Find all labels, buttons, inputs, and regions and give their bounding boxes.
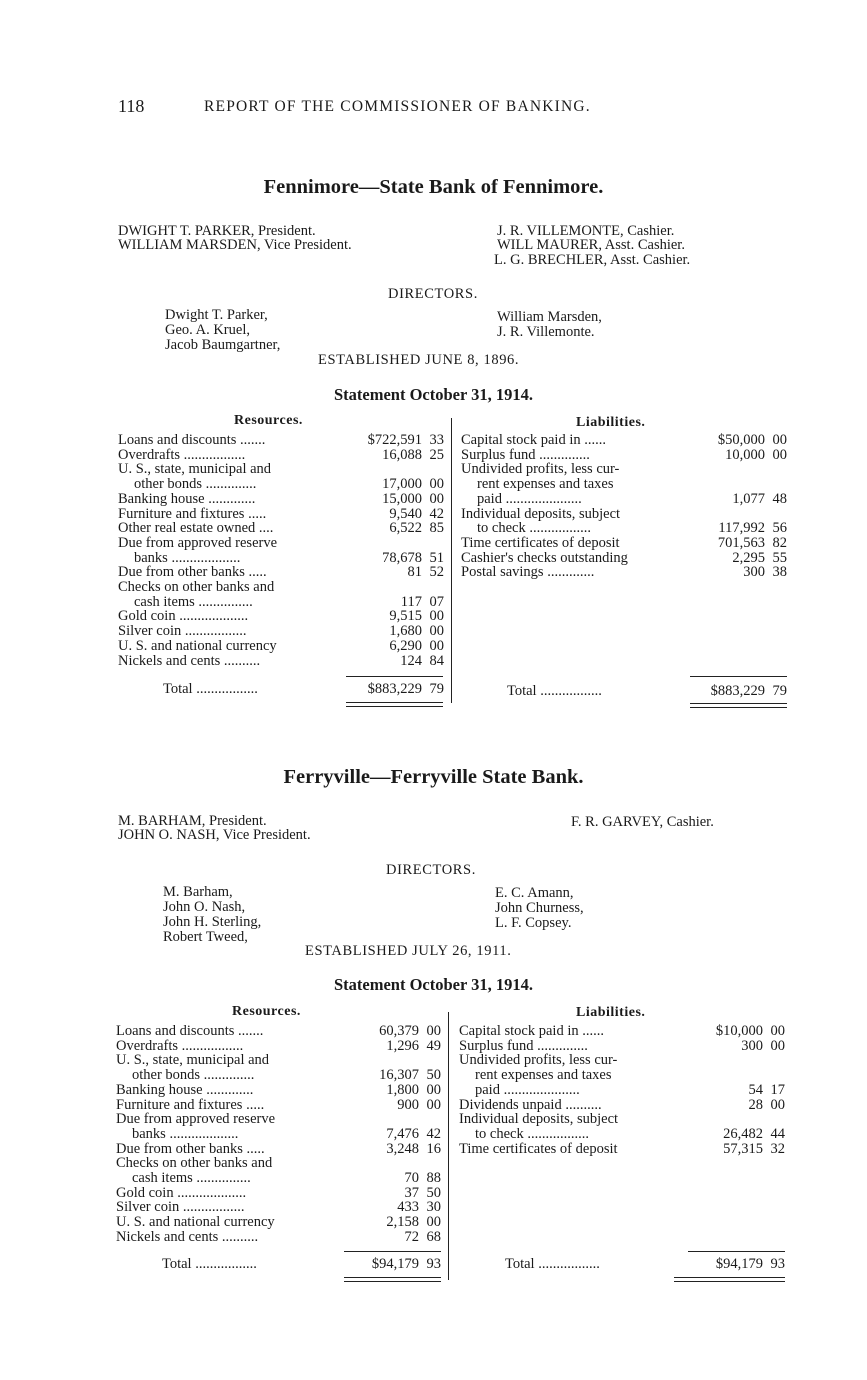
- directors-heading: DIRECTORS.: [388, 286, 478, 302]
- ledger-label: cash items ...............: [132, 1170, 251, 1186]
- ledger-amount: 28: [748, 1096, 763, 1113]
- liabilities-heading: Liabilities.: [576, 1005, 646, 1020]
- ledger-cents: 00: [429, 476, 444, 493]
- ledger-label: Silver coin .................: [116, 1199, 245, 1216]
- ledger-cents: 25: [429, 446, 444, 463]
- ledger-row: [118, 653, 444, 668]
- ledger-row: [461, 461, 787, 476]
- ledger-cents: 00: [429, 623, 444, 640]
- ledger-amount: 1,077: [732, 490, 765, 507]
- ledger-amount: 117: [400, 593, 422, 610]
- ledger-label: banks ...................: [134, 549, 241, 566]
- ledger-label: other bonds ..............: [132, 1067, 255, 1084]
- ledger-label: other bonds ..............: [134, 476, 257, 493]
- ledger-cents: 55: [772, 549, 787, 566]
- director-name: John H. Sterling,: [163, 914, 262, 930]
- ledger-label: Time certificates of deposit: [459, 1140, 618, 1157]
- page-running-title: REPORT OF THE COMMISSIONER OF BANKING.: [204, 98, 591, 115]
- ledger-label: Due from approved reserve: [118, 534, 278, 551]
- ledger-cents: 49: [426, 1037, 441, 1054]
- ledger-row: [118, 491, 444, 506]
- ledger-label: Capital stock paid in ......: [461, 432, 606, 448]
- ledger-label: Postal savings .............: [461, 564, 595, 581]
- ledger-label: Due from other banks .....: [116, 1140, 265, 1157]
- ledger-amount: 900: [397, 1096, 419, 1113]
- ledger-label: Overdrafts .................: [116, 1037, 244, 1054]
- total-label: Total .................: [162, 1256, 257, 1272]
- ledger-amount: 1,800: [386, 1081, 419, 1098]
- director-name: Jacob Baumgartner,: [165, 337, 281, 353]
- ledger-amount: 6,522: [389, 520, 422, 537]
- double-rule: [346, 702, 443, 703]
- total-amount: $94,179: [371, 1256, 419, 1272]
- ledger-label: Surplus fund ..............: [459, 1037, 588, 1054]
- ledger-cents: 88: [426, 1170, 441, 1186]
- ledger-label: Banking house .............: [118, 490, 256, 507]
- ledger-row: [461, 447, 787, 462]
- ledger-row: [461, 476, 787, 491]
- ledger-cents: 00: [426, 1023, 441, 1039]
- ledger-row: [116, 1038, 441, 1053]
- ledger-amount: 57,315: [723, 1140, 763, 1157]
- ledger-row: [116, 1229, 441, 1244]
- director-name: Robert Tweed,: [163, 929, 248, 945]
- ledger-label: Undivided profits, less cur-: [459, 1052, 618, 1069]
- ledger-cents: 07: [429, 593, 444, 610]
- ledger-row: [461, 506, 787, 521]
- ledger-row: [116, 1082, 441, 1097]
- directors-heading: DIRECTORS.: [386, 862, 476, 878]
- ledger-label: Checks on other banks and: [118, 579, 275, 595]
- liabilities-heading: Liabilities.: [576, 415, 646, 430]
- bank-title: Ferryville—Ferryville State Bank.: [283, 766, 584, 788]
- ledger-label: Loans and discounts .......: [118, 432, 266, 448]
- ledger-amount: 9,540: [389, 505, 422, 522]
- ledger-row: [118, 564, 444, 579]
- ledger-amount: 10,000: [725, 446, 765, 463]
- ledger-cents: 56: [772, 520, 787, 537]
- ledger-amount: 15,000: [382, 490, 422, 507]
- ledger-label: to check .................: [475, 1125, 589, 1142]
- ledger-label: Gold coin ...................: [118, 608, 249, 625]
- ledger-cents: 48: [772, 490, 787, 507]
- ledger-label: Surplus fund ..............: [461, 446, 590, 463]
- ledger-label: U. S., state, municipal and: [118, 461, 272, 478]
- ledger-row: [459, 1038, 785, 1053]
- double-rule: [690, 707, 787, 708]
- ledger-amount: 3,248: [386, 1140, 419, 1157]
- ledger-amount: 16,307: [379, 1067, 419, 1084]
- statement-heading: Statement October 31, 1914.: [333, 975, 534, 994]
- ledger-row: [118, 594, 444, 609]
- ledger-row: [116, 1141, 441, 1156]
- ledger-label: rent expenses and taxes: [475, 1067, 612, 1084]
- ledger-row: [116, 1052, 441, 1067]
- ledger-cents: 16: [426, 1140, 441, 1157]
- ledger-amount: 17,000: [382, 476, 422, 493]
- statement-heading: Statement October 31, 1914.: [333, 385, 534, 404]
- ledger-row: [459, 1126, 785, 1141]
- ledger-label: banks ...................: [132, 1125, 239, 1142]
- ledger-row: [459, 1052, 785, 1067]
- officer-left: WILLIAM MARSDEN, Vice President.: [118, 237, 352, 253]
- ledger-row: [118, 520, 444, 535]
- ledger-cents: 84: [429, 652, 444, 669]
- double-rule: [344, 1277, 441, 1278]
- sum-rule: [346, 676, 443, 677]
- double-rule: [346, 706, 443, 707]
- ledger-cents: 00: [770, 1023, 785, 1039]
- ledger-cents: 00: [770, 1096, 785, 1113]
- ledger-label: cash items ...............: [134, 593, 253, 610]
- officer-right: WILL MAURER, Asst. Cashier.: [497, 237, 685, 253]
- ledger-label: U. S., state, municipal and: [116, 1052, 270, 1069]
- ledger-amount: $10,000: [715, 1023, 763, 1039]
- ledger-row: [459, 1067, 785, 1082]
- ledger-amount: 1,296: [386, 1037, 419, 1054]
- ledger-cents: 52: [429, 564, 444, 581]
- ledger-label: Time certificates of deposit: [461, 534, 620, 551]
- director-name: John Churness,: [495, 900, 584, 916]
- ledger-cents: 50: [426, 1184, 441, 1201]
- ledger-row: [118, 638, 444, 653]
- column-divider: [448, 1012, 449, 1280]
- officer-left: M. BARHAM, President.: [118, 813, 267, 829]
- ledger-row: [461, 432, 787, 447]
- ledger-amount: 6,290: [389, 637, 422, 654]
- ledger-amount: 37: [404, 1184, 419, 1201]
- director-name: Dwight T. Parker,: [165, 307, 268, 323]
- ledger-amount: 124: [400, 652, 422, 669]
- officer-right: J. R. VILLEMONTE, Cashier.: [497, 223, 675, 239]
- ledger-row: [461, 535, 787, 550]
- ledger-label: paid .....................: [477, 490, 582, 507]
- ledger-label: Other real estate owned ....: [118, 520, 274, 537]
- double-rule: [344, 1281, 441, 1282]
- ledger-row: [118, 476, 444, 491]
- ledger-cents: 51: [429, 549, 444, 566]
- ledger-row: [116, 1214, 441, 1229]
- ledger-amount: 81: [407, 564, 422, 581]
- ledger-row: [116, 1023, 441, 1038]
- ledger-row: [116, 1111, 441, 1126]
- ledger-label: rent expenses and taxes: [477, 476, 614, 493]
- director-name: Geo. A. Kruel,: [165, 322, 250, 338]
- ledger-amount: 300: [743, 564, 765, 581]
- ledger-amount: 16,088: [382, 446, 422, 463]
- ledger-row: [118, 608, 444, 623]
- ledger-cents: 17: [770, 1081, 785, 1098]
- resources-heading: Resources.: [232, 1004, 301, 1019]
- ledger-row: [116, 1126, 441, 1141]
- ledger-label: U. S. and national currency: [118, 637, 277, 654]
- ledger-row: [459, 1111, 785, 1126]
- ledger-label: Due from other banks .....: [118, 564, 267, 581]
- ledger-row: [118, 535, 444, 550]
- ledger-cents: 33: [429, 432, 444, 448]
- ledger-amount: $722,591: [367, 432, 422, 448]
- total-cents: 93: [426, 1256, 441, 1272]
- ledger-label: Nickels and cents ..........: [118, 652, 261, 669]
- ledger-amount: 60,379: [379, 1023, 419, 1039]
- ledger-row: [118, 550, 444, 565]
- ledger-row: [118, 432, 444, 447]
- page-number: 118: [118, 96, 145, 116]
- ledger-cents: 00: [772, 446, 787, 463]
- ledger-cents: 00: [426, 1081, 441, 1098]
- ledger-cents: 42: [429, 505, 444, 522]
- ledger-label: Silver coin .................: [118, 623, 247, 640]
- page-header: [118, 96, 758, 118]
- sum-rule: [690, 676, 787, 677]
- resources-heading: Resources.: [234, 413, 303, 428]
- double-rule: [674, 1281, 785, 1282]
- ledger-label: paid .....................: [475, 1081, 580, 1098]
- ledger-label: Nickels and cents ..........: [116, 1228, 259, 1245]
- ledger-cents: 00: [426, 1214, 441, 1231]
- ledger-amount: 117,992: [718, 520, 765, 537]
- total-amount: $883,229: [710, 683, 765, 699]
- double-rule: [674, 1277, 785, 1278]
- column-divider: [451, 418, 452, 703]
- ledger-cents: 00: [426, 1096, 441, 1113]
- ledger-row: [459, 1023, 785, 1038]
- ledger-label: Individual deposits, subject: [461, 505, 621, 522]
- ledger-label: Furniture and fixtures .....: [118, 505, 267, 522]
- ledger-label: to check .................: [477, 520, 591, 537]
- director-name: E. C. Amann,: [495, 885, 574, 901]
- ledger-row: [118, 506, 444, 521]
- ledger-row: [461, 564, 787, 579]
- ledger-row: [459, 1141, 785, 1156]
- director-name: John O. Nash,: [163, 899, 246, 915]
- ledger-label: Banking house .............: [116, 1081, 254, 1098]
- total-amount: $94,179: [715, 1256, 763, 1272]
- ledger-cents: 85: [429, 520, 444, 537]
- ledger-label: Dividends unpaid ..........: [459, 1096, 602, 1113]
- officer-right: L. G. BRECHLER, Asst. Cashier.: [494, 252, 691, 268]
- ledger-cents: 50: [426, 1067, 441, 1084]
- total-label: Total .................: [163, 681, 258, 697]
- ledger-cents: 68: [426, 1228, 441, 1245]
- total-cents: 79: [772, 683, 787, 699]
- ledger-amount: $50,000: [717, 432, 765, 448]
- established-date: ESTABLISHED JULY 26, 1911.: [305, 943, 512, 959]
- ledger-amount: 701,563: [717, 534, 765, 551]
- ledger-label: Undivided profits, less cur-: [461, 461, 620, 478]
- ledger-cents: 00: [429, 608, 444, 625]
- ledger-row: [461, 491, 787, 506]
- ledger-cents: 00: [429, 490, 444, 507]
- ledger-amount: 26,482: [723, 1125, 763, 1142]
- ledger-cents: 00: [429, 637, 444, 654]
- director-name: William Marsden,: [497, 309, 602, 325]
- ledger-label: Capital stock paid in ......: [459, 1023, 604, 1039]
- ledger-row: [118, 447, 444, 462]
- total-cents: 79: [429, 681, 444, 697]
- ledger-label: U. S. and national currency: [116, 1214, 275, 1231]
- ledger-amount: 2,295: [732, 549, 765, 566]
- total-amount: $883,229: [367, 681, 422, 697]
- ledger-row: [118, 623, 444, 638]
- sum-rule: [344, 1251, 441, 1252]
- ledger-label: Loans and discounts .......: [116, 1023, 264, 1039]
- ledger-amount: 7,476: [386, 1125, 419, 1142]
- ledger-label: Individual deposits, subject: [459, 1111, 619, 1128]
- officer-left: DWIGHT T. PARKER, President.: [118, 223, 316, 239]
- officer-left: JOHN O. NASH, Vice President.: [118, 827, 311, 843]
- ledger-cents: 30: [426, 1199, 441, 1216]
- ledger-cents: 32: [770, 1140, 785, 1157]
- ledger-cents: 82: [772, 534, 787, 551]
- ledger-row: [116, 1170, 441, 1185]
- ledger-cents: 44: [770, 1125, 785, 1142]
- ledger-amount: 1,680: [389, 623, 422, 640]
- ledger-label: Furniture and fixtures .....: [116, 1096, 265, 1113]
- ledger-cents: 38: [772, 564, 787, 581]
- ledger-row: [461, 550, 787, 565]
- sum-rule: [688, 1251, 785, 1252]
- double-rule: [690, 703, 787, 704]
- total-label: Total .................: [507, 683, 602, 699]
- officer-right: F. R. GARVEY, Cashier.: [571, 814, 714, 830]
- ledger-row: [116, 1199, 441, 1214]
- director-name: L. F. Copsey.: [495, 915, 572, 931]
- director-name: J. R. Villemonte.: [497, 324, 595, 340]
- bank-title: Fennimore—State Bank of Fennimore.: [263, 176, 604, 198]
- ledger-amount: 72: [404, 1228, 419, 1245]
- ledger-amount: 2,158: [386, 1214, 419, 1231]
- ledger-cents: 00: [772, 432, 787, 448]
- ledger-cents: 42: [426, 1125, 441, 1142]
- ledger-amount: 433: [397, 1199, 419, 1216]
- ledger-label: Due from approved reserve: [116, 1111, 276, 1128]
- ledger-row: [461, 520, 787, 535]
- ledger-amount: 9,515: [389, 608, 422, 625]
- ledger-row: [118, 461, 444, 476]
- total-cents: 93: [770, 1256, 785, 1272]
- ledger-cents: 00: [770, 1037, 785, 1054]
- total-label: Total .................: [505, 1256, 600, 1272]
- ledger-row: [459, 1082, 785, 1097]
- ledger-row: [116, 1097, 441, 1112]
- ledger-row: [118, 579, 444, 594]
- ledger-row: [116, 1155, 441, 1170]
- ledger-label: Gold coin ...................: [116, 1184, 247, 1201]
- director-name: M. Barham,: [163, 884, 233, 900]
- ledger-amount: 70: [404, 1170, 419, 1186]
- established-date: ESTABLISHED JUNE 8, 1896.: [318, 352, 520, 368]
- ledger-row: [459, 1097, 785, 1112]
- ledger-label: Cashier's checks outstanding: [461, 549, 628, 566]
- ledger-row: [116, 1067, 441, 1082]
- ledger-label: Checks on other banks and: [116, 1155, 273, 1172]
- ledger-amount: 54: [748, 1081, 763, 1098]
- ledger-amount: 78,678: [382, 549, 422, 566]
- ledger-amount: 300: [741, 1037, 763, 1054]
- ledger-label: Overdrafts .................: [118, 446, 246, 463]
- ledger-row: [116, 1185, 441, 1200]
